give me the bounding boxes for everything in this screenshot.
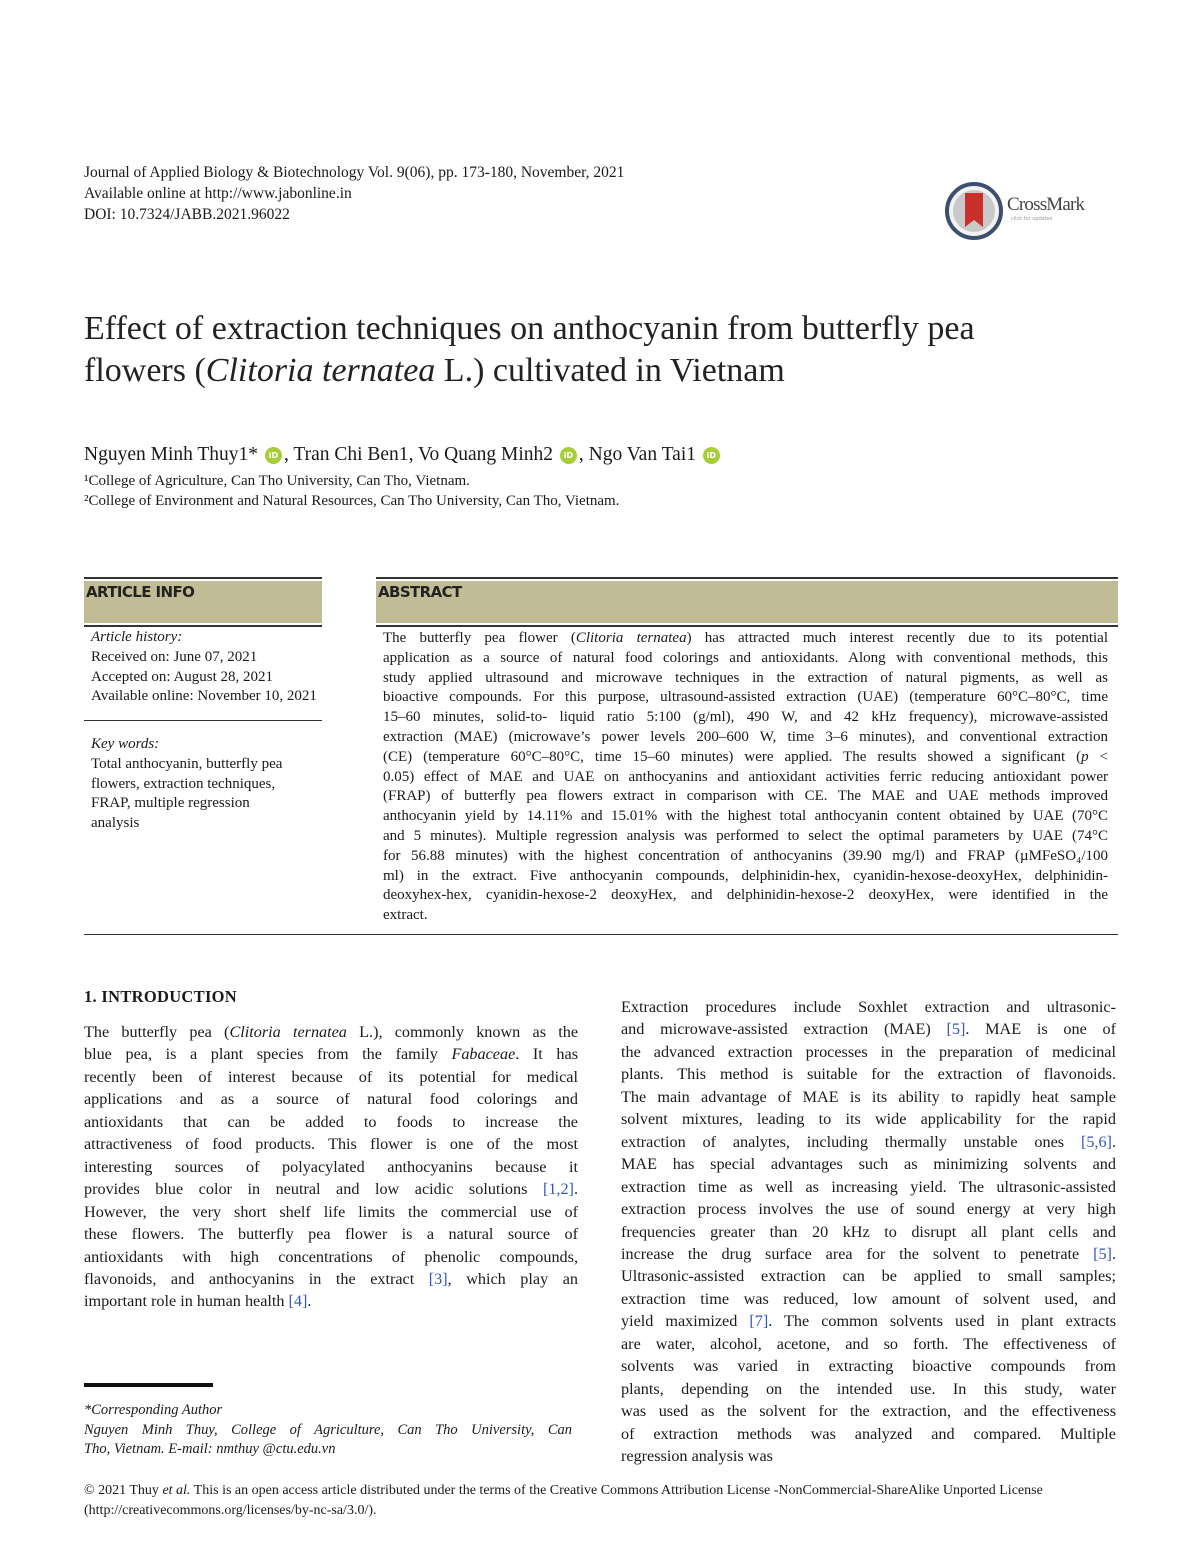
text-line: solvent mixtures, leading to its wide applicability for the rapid bbox=[621, 1110, 1116, 1129]
italic-term: Clitoria ternatea bbox=[229, 1023, 347, 1041]
text-line: provides blue color in neutral and low acidic solutions [1,2]. bbox=[84, 1180, 578, 1199]
crossmark-tagline: click for updates bbox=[1011, 216, 1053, 222]
divider bbox=[84, 720, 322, 721]
orcid-icon[interactable]: iD bbox=[560, 447, 577, 464]
text-line: The butterfly pea flower (Clitoria ternatea) has attracted much interest recently due to its potential bbox=[383, 630, 1108, 646]
text-line: are water, alcohol, acetone, and so forth. The effectiveness of bbox=[621, 1334, 1116, 1353]
article-title bbox=[84, 308, 975, 392]
abstract-header bbox=[376, 581, 1118, 623]
text-line: anthocyanin yield by 14.11% and 15.01% with the highest total anthocyanin content obtained by UAE (70°C bbox=[383, 808, 1108, 825]
received-date: Received on: June 07, 2021 bbox=[91, 648, 258, 665]
text-line: 0.05) effect of MAE and UAE on anthocyanins and antioxidant activities ferric reducing antioxidant power bbox=[383, 768, 1108, 785]
citation-link[interactable]: [5,6] bbox=[1080, 1132, 1112, 1151]
text-line: study applied ultrasound and microwave techniques in the extraction of natural pigments, as well as bbox=[383, 669, 1108, 686]
text-line: for 56.88 minutes) with the highest concentration of anthocyanins (39.90 mg/l) and FRAP (µMFeSO₄/100 bbox=[383, 847, 1108, 864]
text-line: frequencies greater than 20 kHz to disrupt all plant cells and bbox=[621, 1222, 1116, 1241]
text-line: regression analysis was bbox=[621, 1447, 773, 1466]
copyright-notice bbox=[84, 1481, 1114, 1520]
keywords-line: FRAP, multiple regression bbox=[91, 795, 250, 812]
copyright-text[interactable]: This is an open access article distributed under the terms of the Creative Commons Attribution License -NonCommercial-ShareAlike Unported License (http://creativecommons.org/licenses/by-nc-sa/3.0/). bbox=[84, 1483, 1043, 1518]
text-line: extraction time was reduced, low amount of solvent used, and bbox=[621, 1289, 1116, 1308]
text-line: the advanced extraction processes in the preparation of medicinal bbox=[621, 1042, 1116, 1061]
divider bbox=[84, 625, 322, 627]
corresponding-author-line: Nguyen Minh Thuy, College of Agriculture, Can Tho University, Can bbox=[84, 1422, 572, 1438]
text-line: recently been of interest because of its potential for medical bbox=[84, 1067, 578, 1086]
text-line: deoxyhex-hex, cyanidin-hexose-2 deoxyHex, and delphinidin-hexose-2 deoxyHex, were identified in the bbox=[383, 887, 1108, 904]
text-line: MAE has special advantages such as minimizing solvents and bbox=[621, 1155, 1116, 1174]
author-name: Vo Quang Minh2 bbox=[417, 444, 554, 465]
author-name: Nguyen Minh Thuy1* bbox=[84, 444, 259, 465]
text-line: of extraction methods was analyzed and compared. Multiple bbox=[621, 1424, 1116, 1443]
author-list: Nguyen Minh Thuy1* iD , Tran Chi Ben1, Vo Quang Minh2 iD , Ngo Van Tai1 iD bbox=[84, 441, 722, 469]
affiliation-1: ¹College of Agriculture, Can Tho University, Can Tho, Vietnam. bbox=[84, 473, 470, 489]
author-name: Ngo Van Tai1 bbox=[588, 444, 696, 465]
keywords-line: analysis bbox=[91, 815, 140, 832]
text-line: extraction time as well as increasing yield. The ultrasonic-assisted bbox=[621, 1177, 1116, 1196]
section-heading: 1. INTRODUCTION bbox=[84, 987, 238, 1006]
text-line: extract. bbox=[383, 907, 428, 924]
text-line: However, the very short shelf life limits the commercial use of bbox=[84, 1202, 578, 1221]
italic-term: Fabaceae bbox=[451, 1045, 516, 1064]
title-text: L.) cultivated in Vietnam bbox=[435, 352, 785, 389]
title-text: flowers ( bbox=[84, 352, 206, 389]
text-line: was used as the solvent for the extraction, and the effectiveness bbox=[621, 1402, 1116, 1421]
crossmark-text: CrossMark bbox=[1007, 194, 1085, 215]
article-history bbox=[91, 628, 317, 707]
text-line: yield maximized [7]. The common solvents used in plant extracts bbox=[621, 1312, 1116, 1331]
article-info-heading: ARTICLE INFO bbox=[86, 583, 195, 601]
text-line: Extraction procedures include Soxhlet extraction and ultrasonic- bbox=[621, 998, 1116, 1016]
author-name: Tran Chi Ben1 bbox=[293, 444, 409, 465]
divider bbox=[84, 934, 1118, 935]
text-line: extraction (MAE) (microwave’s power levels 200–600 W, time 3–6 minutes), and conventional extraction bbox=[383, 728, 1108, 745]
orcid-icon[interactable]: iD bbox=[265, 447, 282, 464]
title-line-1: Effect of extraction techniques on anthocyanin from butterfly pea bbox=[84, 310, 975, 347]
accepted-date: Accepted on: August 28, 2021 bbox=[91, 668, 274, 685]
available-date: Available online: November 10, 2021 bbox=[91, 688, 317, 705]
text-line: and 5 minutes). Multiple regression analysis was performed to select the optimal parameters by UAE (74°C bbox=[383, 827, 1108, 844]
footnote-rule bbox=[84, 1383, 213, 1387]
article-info-header bbox=[84, 581, 322, 623]
text-line: application as a source of natural food colorings and antioxidants. Along with conventional methods, this bbox=[383, 649, 1108, 666]
text-line: (CE) (temperature 60°C–80°C, time 15–60 minutes) were applied. The results showed a significant (p < bbox=[383, 748, 1108, 765]
text-line: these flowers. The butterfly pea flower is a natural source of bbox=[84, 1225, 578, 1244]
text-line: The main advantage of MAE is its ability to rapidly heat sample bbox=[621, 1087, 1116, 1106]
corresponding-author-label: *Corresponding Author bbox=[84, 1402, 223, 1418]
citation-link[interactable]: [5] bbox=[946, 1020, 966, 1039]
text-line: extraction of analytes, including thermally unstable ones [5,6]. bbox=[621, 1132, 1116, 1151]
text-line: Ultrasonic-assisted extraction can be applied to small samples; bbox=[621, 1267, 1116, 1286]
doi[interactable]: DOI: 10.7324/JABB.2021.96022 bbox=[84, 206, 290, 223]
citation-link[interactable]: [1,2] bbox=[542, 1180, 574, 1199]
orcid-icon[interactable]: iD bbox=[703, 447, 720, 464]
corresponding-author-email[interactable]: Tho, Vietnam. E-mail: nmthuy @ctu.edu.vn bbox=[84, 1441, 336, 1457]
text-line: increase the drug surface area for the solvent to penetrate [5]. bbox=[621, 1244, 1116, 1263]
keywords bbox=[91, 735, 282, 834]
text-line: plants, depending on the intended use. In this study, water bbox=[621, 1379, 1116, 1398]
journal-website[interactable]: Available online at http://www.jabonline.in bbox=[84, 185, 352, 202]
text-line: interesting sources of polyacylated anthocyanins because it bbox=[84, 1157, 578, 1176]
copyright-text: © 2021 Thuy bbox=[84, 1483, 163, 1498]
text-line: 15–60 minutes, solid-to- liquid ratio 5:100 (g/ml), 490 W, and 42 kHz frequency), microwave-assisted bbox=[383, 709, 1108, 726]
citation-link[interactable]: [4] bbox=[288, 1292, 308, 1311]
text-line: flavonoids, and anthocyanins in the extract [3], which play an bbox=[84, 1269, 578, 1288]
divider bbox=[376, 577, 1118, 579]
text-line: important role in human health [4]. bbox=[84, 1292, 312, 1311]
divider bbox=[376, 625, 1118, 627]
text-line: plants. This method is suitable for the extraction of flavonoids. bbox=[621, 1065, 1116, 1084]
text-line: bioactive compounds. For this purpose, ultrasound-assisted extraction (UAE) (temperature 60°C–80°C, time bbox=[383, 689, 1108, 706]
text-line: extraction process involves the use of sound energy at very high bbox=[621, 1200, 1116, 1219]
italic-term: p bbox=[1081, 748, 1089, 765]
text-line: The butterfly pea (Clitoria ternatea L.), commonly known as the bbox=[84, 1023, 578, 1041]
text-line: attractiveness of food products. This flower is one of the most bbox=[84, 1135, 578, 1154]
intro-paragraph-right bbox=[621, 996, 1116, 1468]
citation-link[interactable]: [7] bbox=[749, 1312, 769, 1331]
citation-link[interactable]: [3] bbox=[428, 1269, 448, 1288]
divider bbox=[84, 577, 322, 579]
abstract-heading: ABSTRACT bbox=[378, 583, 462, 601]
keywords-label: Key words: bbox=[91, 736, 160, 752]
title-line-2 bbox=[84, 350, 975, 392]
abstract-text bbox=[383, 629, 1108, 926]
citation-link[interactable]: [5] bbox=[1093, 1244, 1112, 1263]
text-line: applications and as a source of natural food colorings and bbox=[84, 1090, 578, 1109]
keywords-line: Total anthocyanin, butterfly pea bbox=[91, 755, 283, 772]
affiliation-2: ²College of Environment and Natural Resources, Can Tho University, Can Tho, Vietnam. bbox=[84, 493, 620, 509]
text-line: (FRAP) of butterfly pea flowers extract in comparison with CE. The MAE and UAE methods improved bbox=[383, 788, 1108, 805]
history-label: Article history: bbox=[91, 629, 183, 645]
text-line: solvents was varied in extracting bioactive compounds from bbox=[621, 1357, 1116, 1376]
keywords-line: flowers, extraction techniques, bbox=[91, 775, 276, 792]
species-name: Clitoria ternatea bbox=[205, 352, 436, 389]
crossmark-badge[interactable] bbox=[945, 182, 1100, 242]
journal-citation: Journal of Applied Biology & Biotechnology Vol. 9(06), pp. 173-180, November, 2021 bbox=[84, 164, 625, 181]
text-line: ml) in the extract. Five anthocyanin compounds, delphinidin-hex, cyanidin-hexose-deoxyHex, delphinidin- bbox=[383, 867, 1108, 884]
text-line: antioxidants with high concentrations of phenolic compounds, bbox=[84, 1247, 578, 1266]
copyright-etal: et al. bbox=[162, 1483, 191, 1498]
text-line: blue pea, is a plant species from the family Fabaceae. It has bbox=[84, 1045, 578, 1064]
intro-paragraph-left bbox=[84, 1021, 578, 1313]
italic-term: Clitoria ternatea bbox=[575, 630, 687, 646]
text-line: antioxidants that can be added to foods to increase the bbox=[84, 1112, 578, 1131]
text-line: and microwave-assisted extraction (MAE) [5]. MAE is one of bbox=[621, 1020, 1116, 1039]
